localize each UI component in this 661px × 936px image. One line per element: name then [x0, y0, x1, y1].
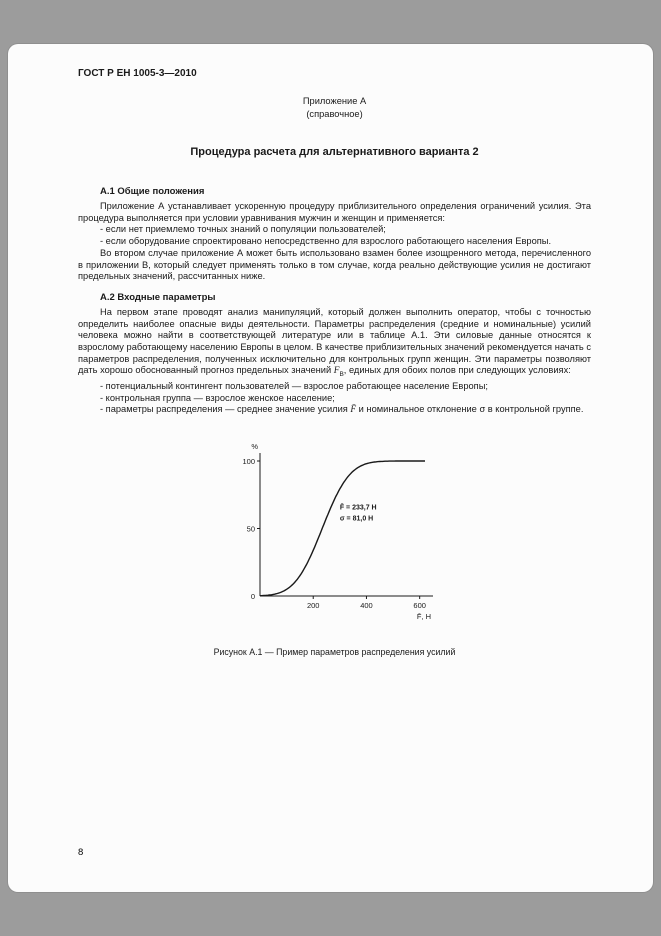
figure-caption: Рисунок А.1 — Пример параметров распределения усилий — [213, 647, 456, 658]
paragraph: Во втором случае приложение А может быть использовано взамен более изощренного метода, перечисленного в приложении В, который следует применять только в том случае, когда реально действующие усилия не достигают предельных значений, рассчитанных ниже. — [78, 247, 591, 282]
list-item-text: - параметры распределения — среднее значение усилия — [100, 404, 351, 415]
list-item: - если нет приемлемо точных знаний о популяции пользователей; — [100, 224, 386, 235]
chart-annotation: F̄ = 233,7 Н — [339, 504, 377, 512]
paragraph-text: , единых для обоих полов при следующих условиях: — [343, 365, 571, 376]
y-tick-label: 100 — [242, 457, 255, 467]
page-number: 8 — [78, 847, 84, 858]
distribution-curve — [260, 461, 425, 596]
y-axis-label: % — [251, 442, 258, 452]
paragraph-text: На первом этапе проводят анализ манипуляций, который должен выполнить оператор, чтобы с точностью определить наиболее опасные виды деятельности. Параметры распределения (средние и номинальные) усилий человека можно найти в соответствующей литературе или в таблице А.1. Эти силовые данные относятся к взрослому работающему населению Европы в целом. В качестве приблизительных значений рекомендуется начать с параметров распределения, полученных исключительно для контрольных групп женщин. Эти параметры позволяют дать хорошо обоснованный прогноз предельных значений — [78, 306, 591, 376]
document-number: ГОСТ Р ЕН 1005-3—2010 — [78, 68, 197, 79]
page-title: Процедура расчета для альтернативного варианта 2 — [190, 146, 479, 158]
x-tick-label: 400 — [360, 601, 373, 611]
x-tick-label: 600 — [413, 601, 426, 611]
section-heading-a2: А.2 Входные параметры — [100, 291, 216, 303]
paragraph — [78, 307, 591, 381]
force-symbol-subscript: B — [339, 371, 344, 379]
y-tick-label: 0 — [250, 592, 255, 602]
document-page — [8, 44, 653, 892]
list-item: - если оборудование спроектировано непосредственно для взрослого работающего населения Европы. — [100, 236, 552, 247]
paragraph: Приложение А устанавливает ускоренную процедуру приблизительного определения ограничений усилия. Эта процедура выполняется при условии уравнивания мужчин и женщин и применяется: — [78, 201, 591, 223]
x-axis-label: F̄, Н — [416, 612, 431, 622]
list-item: - потенциальный контингент пользователей — взрослое работающее население Европы; — [100, 381, 488, 391]
list-item-text: и номинальное отклонение σ в контрольной группе. — [356, 404, 584, 415]
list-item: - контрольная группа — взрослое женское население; — [100, 392, 335, 403]
force-symbol: F — [333, 366, 340, 377]
annex-header — [78, 95, 591, 120]
annex-subtitle: (справочное) — [306, 108, 363, 119]
force-distribution-chart — [232, 441, 437, 626]
y-tick-label: 50 — [246, 524, 255, 534]
chart-annotation: σ = 81,0 Н — [339, 515, 374, 523]
list-item — [78, 404, 591, 417]
page-content — [8, 44, 653, 657]
figure-a1 — [78, 441, 591, 657]
section-heading-a1: А.1 Общие положения — [100, 186, 205, 197]
annex-title: Приложение А — [302, 96, 367, 106]
mean-force-symbol: F̄ — [350, 405, 357, 416]
x-tick-label: 200 — [306, 601, 320, 611]
